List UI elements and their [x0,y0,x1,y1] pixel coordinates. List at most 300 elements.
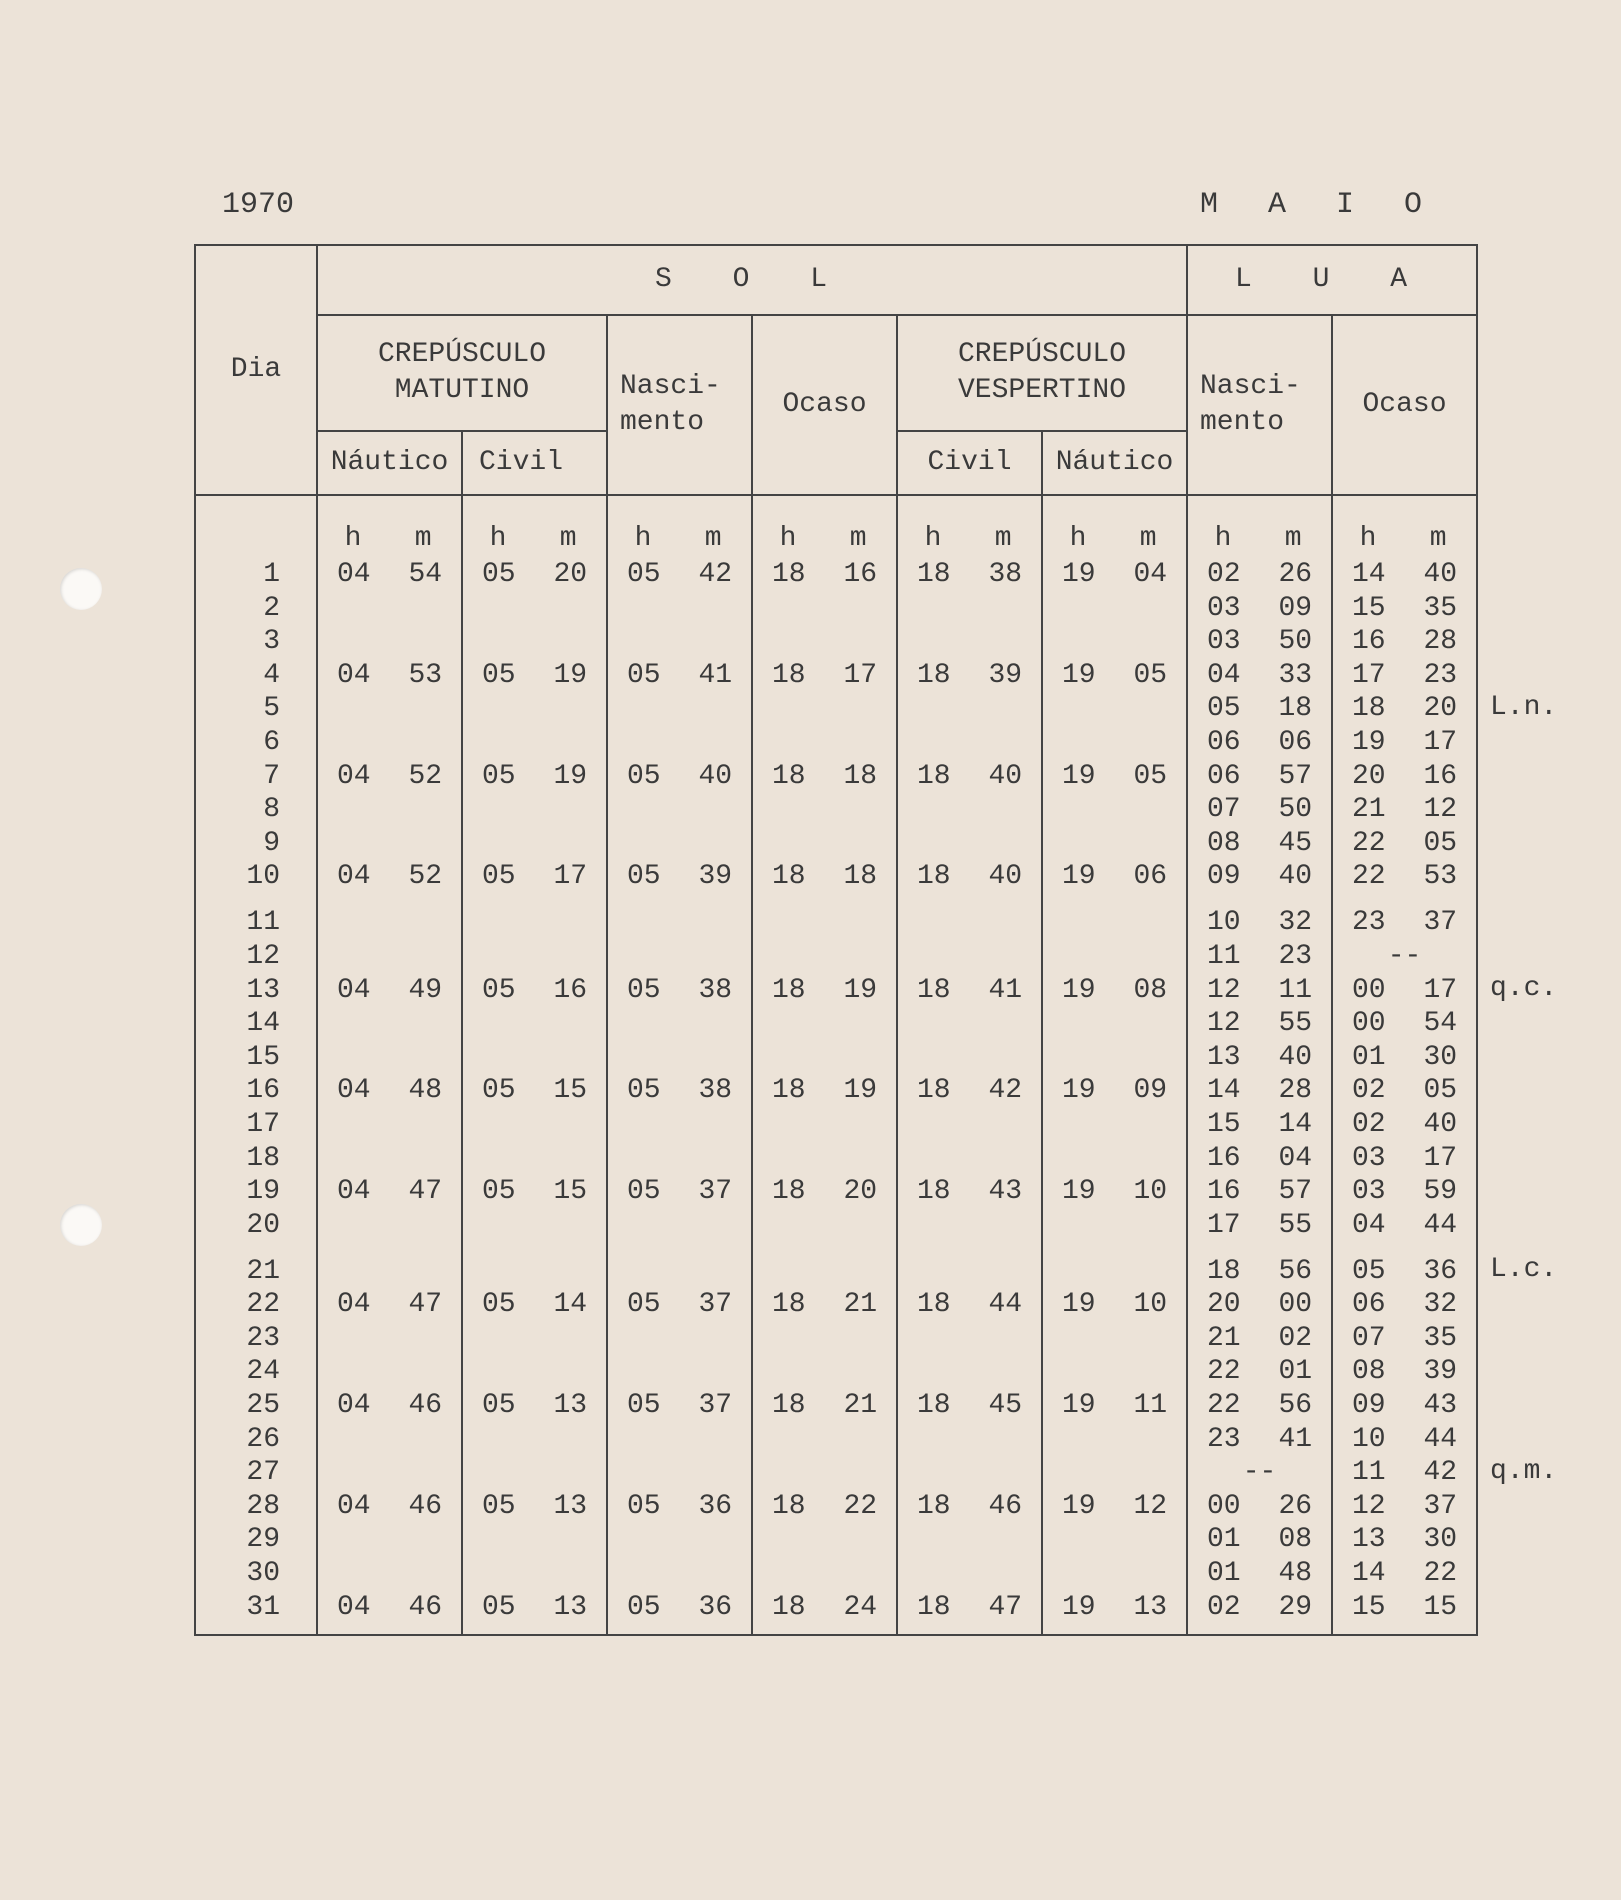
time-cell [1187,940,1332,974]
minute-value: 05 [1133,659,1168,691]
time-cell [752,1423,897,1457]
time-cell [1332,659,1477,693]
time-pair [463,558,606,592]
time-cell [1187,1041,1332,1075]
time-cell [317,1142,462,1176]
hour-value: 02 [1351,1108,1386,1140]
minute-value: 30 [1423,1524,1458,1556]
hour-value: 05 [481,1390,516,1422]
time-pair [1333,558,1476,592]
hour-value: 19 [1061,1289,1096,1321]
time-pair [1043,1175,1186,1209]
minute-value: 05 [1423,827,1458,859]
time-cell [462,558,607,592]
day-cell: 30 [195,1557,317,1591]
minute-value: 50 [1278,794,1313,826]
time-cell [1332,940,1477,974]
time-pair [1188,625,1331,659]
time-cell [752,1389,897,1423]
minute-value: 06 [1278,726,1313,758]
time-cell [1042,1007,1187,1041]
minute-value: 37 [698,1289,733,1321]
unit-minute: m [414,522,432,554]
time-cell [1332,860,1477,894]
time-pair [1188,760,1331,794]
time-cell [752,1007,897,1041]
time-pair [753,558,896,592]
time-pair [753,1175,896,1209]
time-cell [1187,1142,1332,1176]
time-cell [462,1456,607,1490]
hour-value: 19 [1061,559,1096,590]
day-cell: 20 [195,1209,317,1243]
time-cell [897,827,1042,861]
time-cell [317,894,462,940]
time-cell [607,894,752,940]
day-cell: 21 [195,1242,317,1288]
minute-value: 29 [1278,1591,1313,1623]
minute-value: 28 [1278,1075,1313,1107]
time-cell [1042,692,1187,726]
time-cell [1042,1175,1187,1209]
time-pair [1188,1423,1331,1457]
time-cell [752,827,897,861]
time-cell [752,692,897,726]
time-cell [1332,1389,1477,1423]
time-pair [1043,860,1186,894]
time-cell [462,1242,607,1288]
time-pair [318,1175,461,1209]
time-cell [607,592,752,626]
day-cell: 31 [195,1591,317,1636]
time-cell [1042,726,1187,760]
time-cell [1042,894,1187,940]
time-cell [897,625,1042,659]
time-cell [1042,659,1187,693]
hour-value: 19 [1061,1591,1096,1623]
time-cell [1187,1557,1332,1591]
minute-value: 12 [1423,794,1458,826]
hour-value: 13 [1351,1524,1386,1556]
time-cell [317,940,462,974]
time-cell [462,1523,607,1557]
time-pair [1188,827,1331,861]
day-cell: 16 [195,1074,317,1108]
hour-value: 05 [481,659,516,691]
time-pair [318,760,461,794]
unit-minute: m [704,522,722,554]
minute-value: 17 [843,659,878,691]
minute-value: 13 [1133,1591,1168,1623]
time-cell [462,860,607,894]
spacer-cell [195,495,317,518]
minute-value: 15 [553,1176,588,1208]
time-cell [1187,558,1332,592]
time-cell [607,860,752,894]
hour-value: 12 [1206,974,1241,1006]
minute-value: 40 [698,760,733,792]
time-cell [752,1355,897,1389]
hour-value: 04 [336,1176,371,1208]
time-cell [1042,760,1187,794]
hour-value: 22 [1206,1390,1241,1422]
time-cell [1187,1175,1332,1209]
time-cell [1042,558,1187,592]
minute-value: 38 [698,974,733,1006]
time-cell [752,1591,897,1636]
hour-value: -- [1387,940,1422,972]
table-row [195,793,1477,827]
table-row [195,940,1477,974]
time-cell [462,1142,607,1176]
time-cell [1187,1209,1332,1243]
time-cell [317,625,462,659]
minute-value: 28 [1423,626,1458,658]
time-cell [1332,827,1477,861]
time-cell [1042,1209,1187,1243]
hour-value: 12 [1206,1008,1241,1040]
time-pair [1333,1209,1476,1243]
spacer-cell [462,495,607,518]
time-cell [1332,1423,1477,1457]
minute-value: 36 [698,1490,733,1522]
time-cell [1187,827,1332,861]
time-pair [1188,860,1331,894]
time-cell [317,1389,462,1423]
hour-value: 04 [336,861,371,893]
time-pair [1188,974,1331,1008]
time-cell [607,1456,752,1490]
table-row [195,726,1477,760]
time-cell [607,1355,752,1389]
time-cell [897,1322,1042,1356]
time-cell [462,659,607,693]
hour-value: 18 [771,1075,806,1107]
time-pair [463,760,606,794]
unit-minute: m [994,522,1012,554]
sol-ocaso-header: Ocaso [752,315,897,495]
time-pair [1188,1490,1331,1524]
time-pair [1188,1288,1331,1322]
time-cell [752,592,897,626]
spacer-cell [752,495,897,518]
hour-value: 05 [626,1390,661,1422]
time-cell [1187,1108,1332,1142]
time-pair [1188,793,1331,827]
punch-hole [60,1204,102,1246]
hour-value: 05 [481,1591,516,1623]
punch-hole [60,568,102,610]
minute-value: 47 [408,1176,443,1208]
hour-value: 01 [1206,1524,1241,1556]
time-cell [1042,793,1187,827]
day-cell: 24 [195,1355,317,1389]
time-pair [1333,1108,1476,1142]
hour-value: 07 [1351,1322,1386,1354]
time-cell [462,1288,607,1322]
day-cell: 3 [195,625,317,659]
hour-value: 05 [481,1289,516,1321]
time-cell [317,1355,462,1389]
time-cell [1187,1456,1332,1490]
minute-value: 41 [988,974,1023,1006]
time-cell [897,692,1042,726]
time-pair [318,1389,461,1423]
minute-value: 06 [1133,861,1168,893]
table-row [195,860,1477,894]
time-pair [608,1389,751,1423]
time-cell [1187,1389,1332,1423]
time-cell [1332,726,1477,760]
hour-value: 04 [336,1075,371,1107]
hour-value: 18 [916,1490,951,1522]
minute-value: 16 [553,974,588,1006]
time-pair [608,558,751,592]
time-cell [752,1175,897,1209]
time-cell [1187,974,1332,1008]
hour-value: 21 [1351,794,1386,826]
time-cell [897,1007,1042,1041]
hour-value: 03 [1351,1142,1386,1174]
hour-value: 05 [1351,1255,1386,1287]
moon-phase-note: L.n. [1490,691,1558,723]
hour-value: 09 [1351,1390,1386,1422]
time-cell [897,1175,1042,1209]
time-pair [1043,760,1186,794]
time-cell [607,692,752,726]
spacer-cell [1187,495,1332,518]
time-cell [1187,860,1332,894]
time-pair [1043,1591,1186,1625]
day-cell: 6 [195,726,317,760]
unit-minute: m [1284,522,1302,554]
time-cell [607,1074,752,1108]
hour-value: 03 [1206,626,1241,658]
time-cell [752,894,897,940]
time-cell [317,1108,462,1142]
time-cell [1332,1557,1477,1591]
time-cell [462,1591,607,1636]
time-cell [1332,1108,1477,1142]
hour-value: 15 [1206,1108,1241,1140]
hour-value: 17 [1351,659,1386,691]
minute-value: 11 [1133,1390,1168,1422]
time-cell [1042,1322,1187,1356]
time-pair [1333,592,1476,626]
time-cell [752,625,897,659]
hour-value: 19 [1061,1390,1096,1422]
time-cell [607,558,752,592]
time-pair [1333,1142,1476,1176]
day-cell: 7 [195,760,317,794]
minute-value: 10 [1133,1289,1168,1321]
time-pair [1333,793,1476,827]
minute-value: 56 [1278,1255,1313,1287]
minute-value: 53 [408,659,443,691]
time-pair [1333,1355,1476,1389]
minute-value: 42 [988,1075,1023,1107]
minute-value: 02 [1278,1322,1313,1354]
hour-value: 20 [1206,1289,1241,1321]
time-pair [1333,1423,1476,1457]
minute-value: 53 [1423,861,1458,893]
time-cell [1332,1041,1477,1075]
minute-value: 30 [1423,1041,1458,1073]
time-pair [898,760,1041,794]
minute-value: 55 [1278,1008,1313,1040]
time-cell [607,940,752,974]
time-pair [1333,760,1476,794]
hour-value: 18 [771,659,806,691]
time-pair [318,974,461,1008]
time-pair [1333,974,1476,1008]
hour-value: 05 [481,1176,516,1208]
time-cell [1187,726,1332,760]
time-pair [753,1288,896,1322]
time-cell [752,1041,897,1075]
time-cell [1042,1389,1187,1423]
minute-value: 36 [1423,1255,1458,1287]
crepusculo-vespertino-header: CREPÚSCULO VESPERTINO [897,315,1187,431]
hour-value: 15 [1351,592,1386,624]
hour-value: 10 [1351,1423,1386,1455]
table-row [195,1523,1477,1557]
time-cell [317,1456,462,1490]
lua-nascimento-header: Nasci- mento [1187,315,1332,495]
time-cell [462,1557,607,1591]
minute-value: 33 [1278,659,1313,691]
time-pair [608,1591,751,1625]
time-cell [752,1322,897,1356]
time-cell [1332,625,1477,659]
time-cell [752,1209,897,1243]
table-row [195,1490,1477,1524]
time-pair [1333,906,1476,940]
time-pair [753,860,896,894]
hour-value: 18 [916,1075,951,1107]
time-pair [1043,1490,1186,1524]
time-pair [1043,558,1186,592]
minute-value: 21 [843,1289,878,1321]
crepusculo-matutino-header: CREPÚSCULO MATUTINO [317,315,607,431]
time-cell [1332,1209,1477,1243]
time-cell [897,1288,1042,1322]
hour-value: 05 [626,1075,661,1107]
time-cell [1042,1557,1187,1591]
time-cell [607,1242,752,1288]
minute-value: 52 [408,861,443,893]
hour-value: 16 [1206,1142,1241,1174]
time-cell [462,1007,607,1041]
time-pair [1333,1007,1476,1041]
minute-value: 38 [698,1075,733,1107]
hour-value: 18 [771,1490,806,1522]
time-pair [898,1175,1041,1209]
time-cell [462,625,607,659]
minute-value: 35 [1423,1322,1458,1354]
time-cell [897,1355,1042,1389]
minute-value: 49 [408,974,443,1006]
time-pair [1188,1523,1331,1557]
time-cell [607,1041,752,1075]
time-cell [607,1591,752,1636]
time-cell [462,1041,607,1075]
hour-value: 19 [1061,1490,1096,1522]
hour-value: 22 [1206,1356,1241,1388]
day-cell: 17 [195,1108,317,1142]
time-cell [897,894,1042,940]
table-row [195,1423,1477,1457]
time-pair [1188,1175,1331,1209]
time-pair [1333,860,1476,894]
time-cell [462,827,607,861]
hour-value: 04 [1351,1209,1386,1241]
minute-value: 40 [988,861,1023,893]
time-cell [1332,558,1477,592]
time-cell [1332,1322,1477,1356]
time-cell [462,1490,607,1524]
table-row [195,827,1477,861]
day-cell: 28 [195,1490,317,1524]
minute-value: 57 [1278,760,1313,792]
units-cell [752,518,897,558]
minute-value: 56 [1278,1390,1313,1422]
hour-value: 08 [1206,827,1241,859]
time-cell [607,1288,752,1322]
unit-minute: m [559,522,577,554]
table-row [195,1242,1477,1288]
table-row [195,1108,1477,1142]
time-cell [752,1523,897,1557]
hour-value: 19 [1061,861,1096,893]
time-cell [317,726,462,760]
time-pair [1188,1074,1331,1108]
time-pair [463,1288,606,1322]
time-cell [1042,940,1187,974]
minute-value: 35 [1423,592,1458,624]
time-cell [897,659,1042,693]
time-pair [1333,1389,1476,1423]
time-pair [318,659,461,693]
minute-value: 17 [1423,1142,1458,1174]
time-pair [1188,1355,1331,1389]
time-pair [318,1074,461,1108]
time-cell [317,692,462,726]
time-pair [753,974,896,1008]
hour-value: 01 [1351,1041,1386,1073]
time-pair [1333,1175,1476,1209]
time-cell [462,692,607,726]
hour-value: 19 [1061,659,1096,691]
time-pair [318,1288,461,1322]
time-cell [607,1108,752,1142]
time-cell [462,1108,607,1142]
day-cell: 25 [195,1389,317,1423]
time-cell [462,760,607,794]
day-cell: 26 [195,1423,317,1457]
time-pair [463,1490,606,1524]
time-cell [1332,1523,1477,1557]
time-pair [898,558,1041,592]
minute-value: 46 [408,1490,443,1522]
time-cell [462,1355,607,1389]
time-cell [1332,1007,1477,1041]
minute-value: 45 [1278,827,1313,859]
time-cell [1042,974,1187,1008]
time-cell [1187,894,1332,940]
time-pair [1188,906,1331,940]
spacer-cell [897,495,1042,518]
